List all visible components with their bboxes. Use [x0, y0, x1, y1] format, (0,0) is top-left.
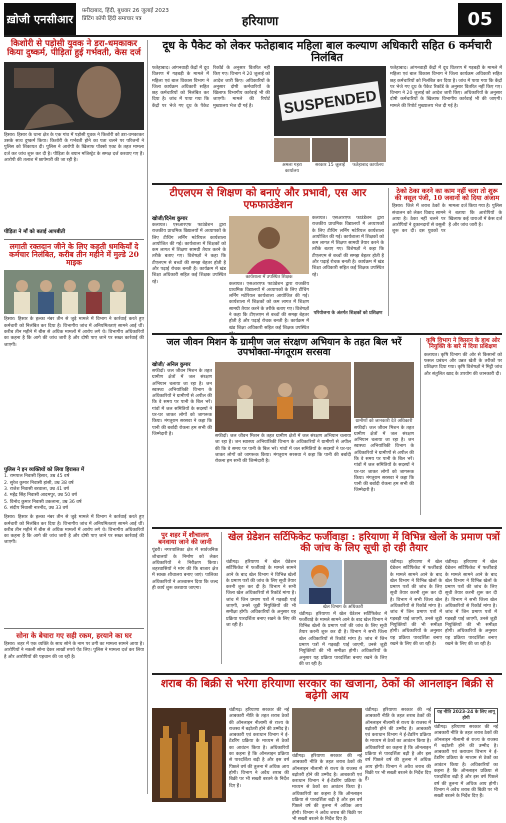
pub-headline: पुर शहर में शौचालय बनवाया जाने की जानी: [158, 531, 212, 547]
tlm-row: [152, 187, 502, 337]
tlm-photo-caption: कार्यशाला में उपस्थित शिक्षक: [245, 275, 293, 280]
sharab-headline: शराब की बिक्री से भरेगा हरियाणा सरकार का खजाना, ठेकों की आनलाइन बिक्री से बढ़ेगी आय: [160, 677, 494, 703]
sharab-body-2: चंडीगढ़। हरियाणा सरकार की नई आबकारी नीति के तहत शराब ठेकों की ऑनलाइन नीलामी से राज्य के राजस्व में बढ़ोतरी होने की उम्मीद है। आबकारी एवं कराधान विभाग ने ई-टेंडरिंग प्रक्रिया के माध्यम से ठेकों का आवंटन किया है। अधिकारियों का कहना है कि ऑनलाइन प्रक्रिया से पारदर्शिता बढ़ी है और इस वर्ष पिछले वर्ष की तुलना में अधिक आय होगी। विभाग ने अवैध शराब की बिक्री पर भी सख्ती बरतने के निर्देश दिए हैं।: [292, 754, 362, 822]
pub-story: [152, 532, 222, 664]
portrait-1: अमला गहरा कार्यालय: [274, 138, 310, 175]
khel-body-3: चंडीगढ़। हरियाणा में खेल ग्रेडेशन सर्टिफिकेट में फर्जीवाड़े के मामले सामने आने के बाद खेल विभाग ने विभिन्न खेलों के प्रमाण पत्रों की जांच के लिए सूची तैयार करनी शुरू कर दी है। विभाग ने सभी जिला खेल अधिकारियों से रिकॉर्ड मांगा है। जांच में जिन प्रमाण पत्रों में गड़बड़ी पाई जाएगी, उनसे जुड़ी नियुक्तियों की भी समीक्षा होगी। अधिकारियों के अनुसार यह प्रक्रिया पारदर्शिता बनाए रखने के लिए की जा रही है।: [390, 560, 442, 647]
liquor-bottles-icon: [152, 708, 226, 802]
jal-photos: [215, 362, 351, 518]
left-story1-headline: किशोरी से पड़ोसी युवक ने डरा-धमकाकर किया दुष्कर्म, पीड़िता हुई गर्भवती, केस दर्ज: [7, 39, 141, 59]
tlm-byline: खोजी/दिनेश कुमार: [152, 216, 188, 222]
left-story1-photo: [4, 62, 144, 130]
crime-illustration-icon: [4, 62, 144, 130]
left-story1-subhead: पीड़िता ने माँ को बताई आपबीती: [4, 228, 66, 235]
jal-photo-1: [215, 362, 351, 432]
tlm-story: [152, 187, 384, 337]
masthead: [4, 3, 502, 37]
khel-row: [152, 532, 502, 670]
khel-body-2: चंडीगढ़। हरियाणा में खेल ग्रेडेशन सर्टिफिकेट में फर्जीवाड़े के मामले सामने आने के बाद खेल विभाग ने विभिन्न खेलों के प्रमाण पत्रों की जांच के लिए सूची तैयार करनी शुरू कर दी है। विभाग ने सभी जिला खेल अधिकारियों से रिकॉर्ड मांगा है। जांच में जिन प्रमाण पत्रों में गड़बड़ी पाई जाएगी, उनसे जुड़ी नियुक्तियों की भी समीक्षा होगी। अधिकारियों के अनुसार यह प्रक्रिया पारदर्शिता बनाए रखने के लिए की जा रही है।: [299, 611, 387, 667]
left-story3-headline: सोना के बेचारा गए सही रकम, हरयाने का घर: [16, 631, 132, 641]
left-story2-body: हिसार। हिसार के हल्का नंबर तीन से जुड़े मामले में विभाग ने कार्रवाई करते हुए कर्मचारी को निलंबित कर दिया है। विभागीय जांच में अनियमितताएं सामने आई थीं। करीब तीन महीने में बीस से अधिक मामलों में आरोप लगे थे। विभागीय अधिकारियों का कहना है कि आगे की जांच जारी है और दोषी पाए जाने पर सख्त कार्रवाई की जाएगी।: [4, 317, 144, 348]
khel-photo-caption: खेल विभाग के अधिकारी: [322, 605, 363, 610]
masthead-sub-line: प्रिंटिंग कॉपी हिंदी समाचार पत्र: [82, 16, 142, 22]
left-story2-list: [4, 474, 144, 512]
top-story-sidebar: [390, 66, 502, 126]
meeting-photo-icon: [215, 362, 351, 432]
khel-photo-2: [344, 560, 387, 604]
khel-body-4: चंडीगढ़। हरियाणा में खेल ग्रेडेशन सर्टिफिकेट में फर्जीवाड़े के मामले सामने आने के बाद खेल विभाग ने विभिन्न खेलों के प्रमाण पत्रों की जांच के लिए सूची तैयार करनी शुरू कर दी है। विभाग ने सभी जिला खेल अधिकारियों से रिकॉर्ड मांगा है। जांच में जिन प्रमाण पत्रों में गड़बड़ी पाई जाएगी, उनसे जुड़ी नियुक्तियों की भी समीक्षा होगी। अधिकारियों के अनुसार यह प्रक्रिया पारदर्शिता बनाए रखने के लिए की जा रही है।: [445, 560, 497, 647]
jal-story: [152, 338, 416, 522]
krishi-story: [420, 338, 502, 515]
left-story2-list-title: पुलिस ने इन व्यक्तियों को लिया हिरासत में: [4, 467, 85, 474]
left-story2-photo: [4, 270, 144, 314]
tlm-photo: [229, 216, 309, 274]
krishi-body: कलायत। कृषि विभाग की ओर से किसानों को फसल प्रबंधन और उन्नत खेती के तरीकों पर प्रशिक्षण दिया गया। कृषि विशेषज्ञों ने मिट्टी जांच और संतुलित खाद के उपयोग की जानकारी दी।: [424, 352, 502, 377]
jal-photo-2: [354, 362, 414, 418]
jal-headline: जल जीवन मिशन के ग्रामीण जल संरक्षण अभियान के तहत बिल भरें उपभोक्ता-मंगतूराम सरसवा: [166, 337, 402, 359]
officer-portrait-icon: [299, 560, 342, 604]
list-item: 5. विनोद कुमार निवासी उकलाना, उम्र 36 वर्ष: [4, 499, 82, 505]
sharab-row: [152, 677, 502, 822]
sharab-body: चंडीगढ़। हरियाणा सरकार की नई आबकारी नीति के तहत शराब ठेकों की ऑनलाइन नीलामी से राज्य के राजस्व में बढ़ोतरी होने की उम्मीद है। आबकारी एवं कराधान विभाग ने ई-टेंडरिंग प्रक्रिया के माध्यम से ठेकों का आवंटन किया है। अधिकारियों का कहना है कि ऑनलाइन प्रक्रिया से पारदर्शिता बढ़ी है और इस वर्ष पिछले वर्ष की तुलना में अधिक आय होगी। विभाग ने अवैध शराब की बिक्री पर भी सख्ती बरतने के निर्देश दिए हैं।: [229, 708, 289, 789]
pub-body: पूंडरी। नगरपालिका क्षेत्र में सार्वजनिक शौचालयों के निर्माण को लेकर अधिकारियों ने निरीक्षण किया। शहरवासियों ने मांग की कि बाजार क्षेत्र में स्वच्छ शौचालय बनाए जाएं। पालिका अधिकारियों ने आश्वासन दिया कि जल्द ही कार्य शुरू करवाया जाएगा।: [152, 548, 218, 592]
masthead-meta: [76, 3, 502, 35]
portrait-3: फतेहाबाद कार्यालय: [350, 138, 386, 175]
side-story-headline: ठेको ठेका करने का काम नहीं चला तो शुरू की वसूल पंजी, 10 जवानों को दिया अंजाम: [394, 187, 500, 203]
jal-body-3: सफीदों। जल जीवन मिशन के तहत ग्रामीण क्षेत्रों में जल संरक्षण अभियान चलाया जा रहा है। जन स्वास्थ्य अभियांत्रिकी विभाग के अधिकारियों ने ग्रामीणों से अपील की कि वे समय पर पानी के बिल भरें। गांवों में जल समितियों के सदस्यों ने घर-घर जाकर लोगों को जागरूक किया। मंगतूराम सरसवा ने कहा कि पानी की बर्बादी रोकना हम सभी की जिम्मेदारी है।: [354, 425, 414, 494]
tlm-headline: टीएलएम से शिक्षण को बनाएं और प्रभावी, एस आर एफफाउंडेशन: [169, 187, 367, 211]
left-story2-headline: लगाती रक्तदान जीने के लिए कहती धमकियाँ दे कर्मचार निलंबित, करीब तीन महीने में मुल्डे 20 माइक: [9, 241, 139, 268]
list-item: 1. रामपाल निवासी हिसार, उम्र 45 वर्ष: [4, 474, 70, 480]
sharab-photo: [152, 708, 226, 802]
list-item: 4. महेंद्र सिंह निवासी आदमपुर, उम्र 50 वर्ष: [4, 493, 77, 499]
left-story3-body: हिसार। शहर में एक व्यक्ति के साथ सोने के नाम पर ठगी का मामला सामने आया है। आरोपियों ने नकली सोना देकर लाखों रुपये ऐंठ लिए। पुलिस ने मामला दर्ज कर लिया है और आरोपियों की पहचान की जा रही है।: [4, 641, 144, 660]
top-story-sidebar-body: फतेहाबाद। आंगनवाड़ी केंद्रों में दूध वितरण में गड़बड़ी के मामले में महिला एवं बाल विकास विभाग ने जिला कार्यक्रम अधिकारी सहित छह कर्मचारियों को निलंबित कर दिया है। जांच में पाया गया कि केंद्रों पर भेजे गए दूध के पैकेट रिकॉर्ड के अनुसार वितरित नहीं किए गए। विभाग ने 20 जुलाई को आदेश जारी किए। अधिकारियों के अनुसार दोषी कर्मचारियों के खिलाफ विभागीय कार्रवाई भी की जाएगी। मामले की रिपोर्ट मुख्यालय भेज दी गई है।: [390, 66, 502, 109]
sharab-body-4: चंडीगढ़। हरियाणा सरकार की नई आबकारी नीति के तहत शराब ठेकों की ऑनलाइन नीलामी से राज्य के राजस्व में बढ़ोतरी होने की उम्मीद है। आबकारी एवं कराधान विभाग ने ई-टेंडरिंग प्रक्रिया के माध्यम से ठेकों का आवंटन किया है। अधिकारियों का कहना है कि ऑनलाइन प्रक्रिया से पारदर्शिता बढ़ी है और इस वर्ष पिछले वर्ष की तुलना में अधिक आय होगी। विभाग ने अवैध शराब की बिक्री पर भी सख्ती बरतने के निर्देश दिए हैं।: [434, 725, 498, 800]
side-story: [388, 188, 502, 316]
tlm-body-2: कलायत। एसआरएफ फाउंडेशन द्वारा राजकीय प्राथमिक विद्यालयों में अध्यापकों के लिए टीचिंग लर्निंग मटेरियल कार्यशाला आयोजित की गई। कार्यशाला में शिक्षकों को कम लागत में शिक्षण सामग्री तैयार करने के तरीके बताए गए। विशेषज्ञों ने कहा कि टीएलएम से बच्चों की समझ बेहतर होती है और पढ़ाई रोचक बनती है। कार्यक्रम में खंड शिक्षा अधिकारी सहित कई शिक्षक उपस्थित रहे।: [229, 281, 309, 337]
list-item: 3. राजेश निवासी बरवाला, उम्र 41 वर्ष: [4, 487, 69, 493]
suspended-stamp-image: [274, 66, 386, 136]
main-column: [152, 39, 502, 822]
left-story2-body-continued: हिसार। हिसार के हल्का नंबर तीन से जुड़े मामले में विभाग ने कार्रवाई करते हुए कर्मचारी को निलंबित कर दिया है। विभागीय जांच में अनियमितताएं सामने आई थीं। करीब तीन महीने में बीस से अधिक मामलों में आरोप लगे थे। विभागीय अधिकारियों का कहना है कि आगे की जांच जारी है और दोषी पाए जाने पर सख्त कार्रवाई की जाएगी।: [4, 515, 144, 546]
side-story-body: हिसार। जिले में शराब ठेकों के संचालन को लेकर विवाद सामने आया है। ठेका नहीं चलने पर आरोपियों ने दुकानदारों से वसूली शुरू कर दी। दस युवकों पर मामला दर्ज किया गया है। पुलिस ने बताया कि आरोपियों के खिलाफ कई धाराओं में केस दर्ज है और जांच जारी है।: [392, 204, 502, 235]
sharab-inset: यह नीति 2023-24 के लिए लागू होगी: [434, 708, 498, 723]
tlm-photo-col: [229, 216, 309, 337]
jal-row: [152, 338, 502, 524]
khel-headline: खेल ग्रेडेशन सर्टिफिकेट फर्जीवाड़ा : हरियाणा में विभिन्न खेलों के प्रमाण पत्रों की जांच के लिए सूची हो रही तैयार: [228, 532, 500, 554]
masthead-date-line: फ़रीदाबाद, हिंदी, बुधवार 26 जुलाई 2023: [82, 8, 169, 14]
list-item: 2. सुरेश कुमार निवासी हांसी, उम्र 38 वर्ष: [4, 480, 74, 486]
khel-story: [226, 532, 502, 668]
woman-portrait-icon: [229, 216, 309, 274]
sharab-photo-2: [292, 708, 362, 752]
jal-photo-caption: ग्रामीणों को जानकारी देते अधिकारी: [355, 419, 413, 424]
top-story-body: फतेहाबाद। आंगनवाड़ी केंद्रों में दूध वितरण में गड़बड़ी के मामले में महिला एवं बाल विकास विभाग ने जिला कार्यक्रम अधिकारी सहित छह कर्मचारियों को निलंबित कर दिया है। जांच में पाया गया कि केंद्रों पर भेजे गए दूध के पैकेट रिकॉर्ड के अनुसार वितरित नहीं किए गए। विभाग ने 20 जुलाई को आदेश जारी किए। अधिकारियों के अनुसार दोषी कर्मचारियों के खिलाफ विभागीय कार्रवाई भी की जाएगी। मामले की रिपोर्ट मुख्यालय भेज दी गई है।: [152, 66, 270, 109]
sharab-body-3: चंडीगढ़। हरियाणा सरकार की नई आबकारी नीति के तहत शराब ठेकों की ऑनलाइन नीलामी से राज्य के राजस्व में बढ़ोतरी होने की उम्मीद है। आबकारी एवं कराधान विभाग ने ई-टेंडरिंग प्रक्रिया के माध्यम से ठेकों का आवंटन किया है। अधिकारियों का कहना है कि ऑनलाइन प्रक्रिया से पारदर्शिता बढ़ी है और इस वर्ष पिछले वर्ष की तुलना में अधिक आय होगी। विभाग ने अवैध शराब की बिक्री पर भी सख्ती बरतने के निर्देश दिए हैं।: [365, 708, 431, 783]
jal-byline: खोजी/ अनिल कुमार: [152, 362, 191, 368]
section-name: हरियाणा: [242, 14, 279, 28]
newspaper-logo: ख़ोजी एनसीआर: [4, 3, 76, 35]
list-item: 6. संदीप निवासी नारनौंद, उम्र 33 वर्ष: [4, 505, 68, 511]
group-photo-icon: [4, 270, 144, 314]
top-story-block: [152, 66, 502, 180]
left-story1-body: हिसार। हिसार के थाना क्षेत्र के एक गांव में पड़ोसी युवक ने किशोरी को डरा-धमकाकर उसके साथ दुष्कर्म किया। किशोरी के गर्भवती होने का पता चलने पर परिजनों ने पुलिस को शिकायत दी। पुलिस ने आरोपी के खिलाफ पॉक्सो एक्ट के तहत मामला दर्ज कर जांच शुरू कर दी है। पीड़िता के बयान मजिस्ट्रेट के समक्ष दर्ज करवाए गए हैं। आरोपी की तलाश में छापेमारी की जा रही है।: [4, 132, 144, 163]
top-story-small-photos: [274, 138, 386, 175]
left-column: [4, 40, 148, 794]
top-story-photos: [274, 66, 386, 175]
tlm-body-3: कलायत। एसआरएफ फाउंडेशन द्वारा राजकीय प्राथमिक विद्यालयों में अध्यापकों के लिए टीचिंग लर्निंग मटेरियल कार्यशाला आयोजित की गई। कार्यशाला में शिक्षकों को कम लागत में शिक्षण सामग्री तैयार करने के तरीके बताए गए। विशेषज्ञों ने कहा कि टीएलएम से बच्चों की समझ बेहतर होती है और पढ़ाई रोचक बनती है। कार्यक्रम में खंड शिक्षा अधिकारी सहित कई शिक्षक उपस्थित रहे।: [312, 216, 384, 278]
jal-body: सफीदों। जल जीवन मिशन के तहत ग्रामीण क्षेत्रों में जल संरक्षण अभियान चलाया जा रहा है। जन स्वास्थ्य अभियांत्रिकी विभाग के अधिकारियों ने ग्रामीणों से अपील की कि वे समय पर पानी के बिल भरें। गांवों में जल समितियों के सदस्यों ने घर-घर जाकर लोगों को जागरूक किया। मंगतूराम सरसवा ने कहा कि पानी की बर्बादी रोकना हम सभी की जिम्मेदारी है।: [152, 369, 212, 437]
tlm-body: कलायत। एसआरएफ फाउंडेशन द्वारा राजकीय प्राथमिक विद्यालयों में अध्यापकों के लिए टीचिंग लर्निंग मटेरियल कार्यशाला आयोजित की गई। कार्यशाला में शिक्षकों को कम लागत में शिक्षण सामग्री तैयार करने के तरीके बताए गए। विशेषज्ञों ने कहा कि टीएलएम से बच्चों की समझ बेहतर होती है और पढ़ाई रोचक बनती है। कार्यक्रम में खंड शिक्षा अधिकारी सहित कई शिक्षक उपस्थित रहे।: [152, 223, 226, 285]
tlm-pull-caption: परियोजना के अंतर्गत शिक्षकों को प्रशिक्षण: [313, 311, 383, 316]
portrait-2: सरकार 15 जुलाई: [312, 138, 348, 175]
krishi-headline: कृषि विभाग ने किसान के हाथ ओर नियुक्ति के बारे में दिया प्रशिक्षण: [426, 338, 500, 351]
jal-body-2: सफीदों। जल जीवन मिशन के तहत ग्रामीण क्षेत्रों में जल संरक्षण अभियान चलाया जा रहा है। जन स्वास्थ्य अभियांत्रिकी विभाग के अधिकारियों ने ग्रामीणों से अपील की कि वे समय पर पानी के बिल भरें। गांवों में जल समितियों के सदस्यों ने घर-घर जाकर लोगों को जागरूक किया। मंगतूराम सरसवा ने कहा कि पानी की बर्बादी रोकना हम सभी की जिम्मेदारी है।: [215, 434, 351, 465]
page-number: 05: [458, 3, 502, 35]
suspended-stamp-icon: [274, 66, 386, 136]
khel-photo-1: [299, 560, 342, 604]
suspended-stamp-text: SUSPENDED: [282, 87, 378, 118]
khel-body: चंडीगढ़। हरियाणा में खेल ग्रेडेशन सर्टिफिकेट में फर्जीवाड़े के मामले सामने आने के बाद खेल विभाग ने विभिन्न खेलों के प्रमाण पत्रों की जांच के लिए सूची तैयार करनी शुरू कर दी है। विभाग ने सभी जिला खेल अधिकारियों से रिकॉर्ड मांगा है। जांच में जिन प्रमाण पत्रों में गड़बड़ी पाई जाएगी, उनसे जुड़ी नियुक्तियों की भी समीक्षा होगी। अधिकारियों के अनुसार यह प्रक्रिया पारदर्शिता बनाए रखने के लिए की जा रही है।: [226, 560, 296, 628]
top-story-headline: दूध के पैकेट को लेकर फतेहाबाद महिला बाल कल्याण अधिकारी सहित 6 कर्मचारी निलंबित: [162, 39, 492, 65]
